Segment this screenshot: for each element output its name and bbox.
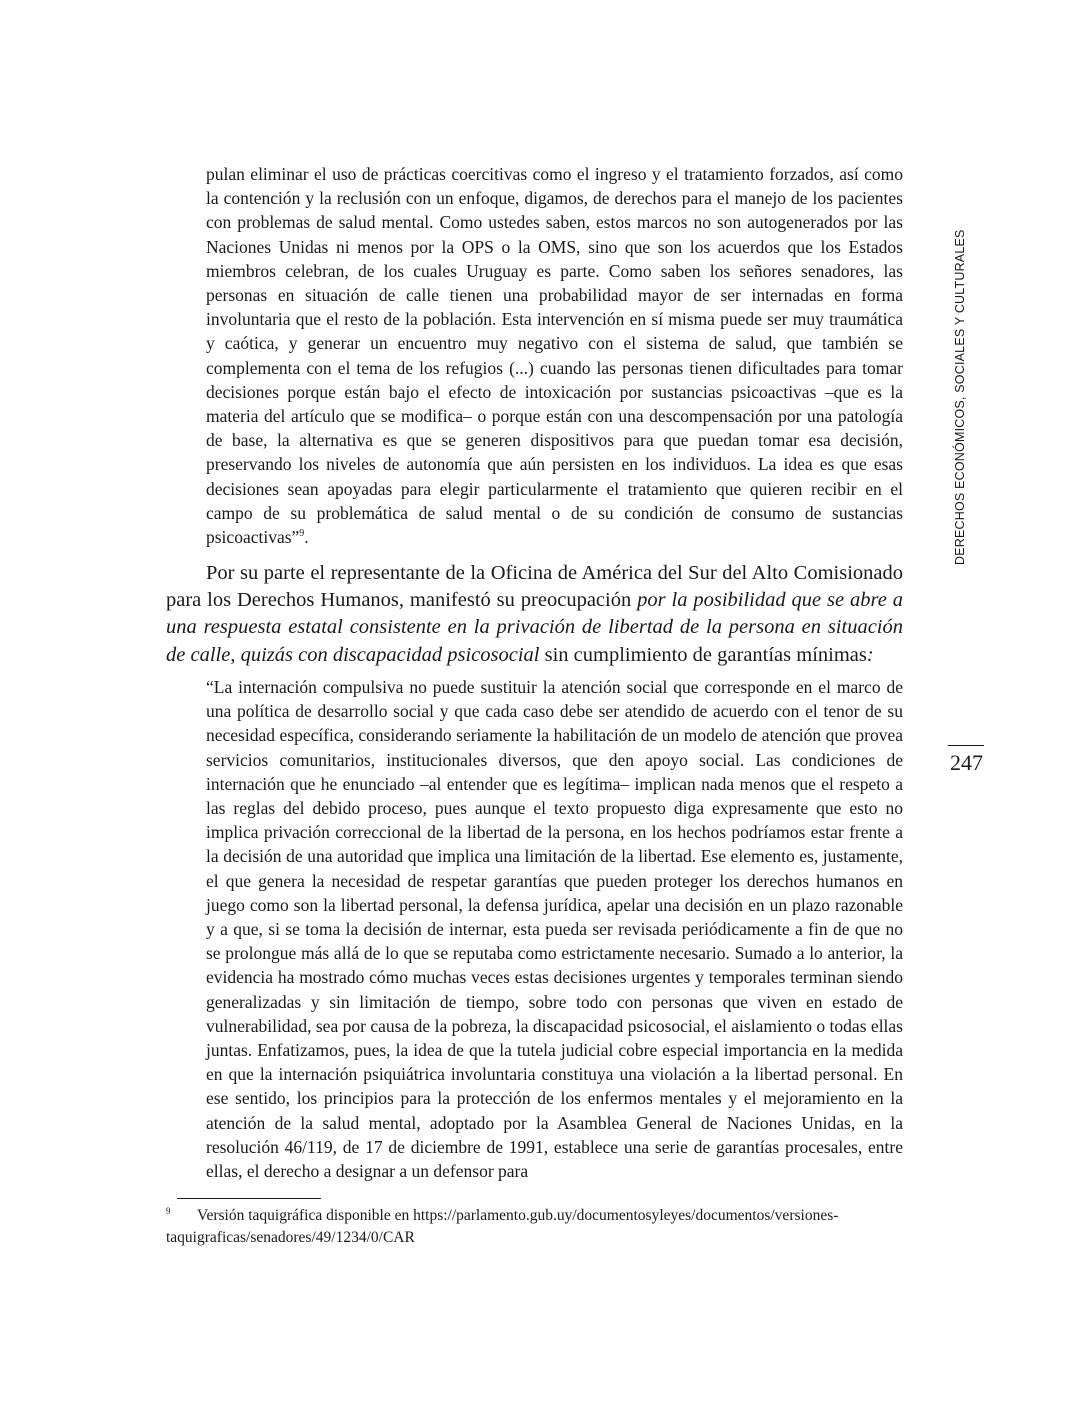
block-quote-high-commissioner	[206, 675, 903, 1183]
quote-end-punctuation: .	[304, 527, 309, 548]
quote-text: pulan eliminar el uso de prácticas coercitivas como el ingreso y el tratamiento forzados, así como la contención y la reclusión con un enfoque, digamos, de derechos para el manejo de los pacientes con problemas de salud mental. Como ustedes saben, estos marcos no son autogenerados por las Naciones Unidas ni menos por la OPS o la OMS, sino que son los acuerdos que los Estados miembros celebran, de los cuales Uruguay es parte. Como saben los señores senadores, las personas en situación de calle tienen una probabilidad mayor de ser internadas en forma involuntaria que el resto de la población. Esta intervención en sí misma puede ser muy traumática y caótica, y generar un encuentro muy negativo con el sistema de salud, que también se complementa con el tema de los refugios (...) cuando las personas tienen dificultades para tomar decisiones porque están bajo el efecto de intoxicación por sustancias psicoactivas –que es la materia del artículo que se modifica– o porque están con una descompensación por una patología de base, la alternativa es que se generen dispositivos para que puedan tomar esa decisión, preservando los niveles de autonomía que aún persisten en los individuos. La idea es que esas decisiones sean apoyadas para elegir particularmente el tratamiento que quieren recibir en el campo de su problemática de salud mental o de su condición de consumo de sustancias psicoactivas”	[206, 164, 903, 548]
footnote-reference[interactable]: 9	[299, 528, 305, 540]
page-number: 247	[950, 750, 983, 775]
footnote-separator	[177, 1198, 321, 1199]
quote-paragraph: “La internación compulsiva no puede sustituir la atención social que corresponde en el marco de una política de desarrollo social y que cada caso debe ser atendido de acuerdo con el tenor de su necesidad específica, considerando seriamente la habilitación de un modelo de atención que provea servicios comunitarios, institucionales diversos, que den apoyo social. Las condiciones de internación que he enunciado –al entender que es legítima– implican nada menos que el respeto a las reglas del debido proceso, pues aunque el texto propuesto diga expresamente que esto no implica privación correccional de la libertad de la persona, en los hechos podríamos estar frente a la decisión de una autoridad que implica una limitación de la libertad. Ese elemento es, justamente, el que genera la necesidad de respetar garantías que pueden proteger los derechos humanos en juego como son la libertad personal, la defensa jurídica, apelar una decisión en un plazo razonable y a que, si se toma la decisión de internar, esta pueda ser revisada periódicamente a fin de que no se prolongue más allá de lo que se reputaba como estrictamente necesario. Sumado a lo anterior, la evidencia ha mostrado cómo muchas veces estas decisiones urgentes y temporales terminan siendo generalizadas y sin limitación de tiempo, sobre todo con personas que viven en estado de vulnerabilidad, sea por causa de la pobreza, la discapacidad psicosocial, el aislamiento o todas ellas juntas. Enfatizamos, pues, la idea de que la tutela judicial cobre especial importancia en la medida en que la internación psiquiátrica involuntaria constituya una violación a la libertad personal. En ese sentido, los principios para la protección de los enfermos mentales y el mejoramiento en la atención de la salud mental, adoptado por la Asamblea General de Naciones Unidas, en la resolución 46/119, de 17 de diciembre de 1991, establece una serie de garantías procesales, entre ellas, el derecho a designar a un defensor para	[206, 677, 903, 1182]
running-header: DERECHOS ECONÓMICOS, SOCIALES Y CULTURALES	[953, 229, 967, 565]
quote-paragraph	[206, 162, 903, 549]
block-quote-senate-testimony	[206, 162, 903, 549]
page-number-rule	[948, 745, 984, 746]
body-outro-text: sin cumplimiento de garantías mínimas	[539, 643, 867, 666]
footnote: 9 Versión taquigráfica disponible en https://parlamento.gub.uy/documentosyleyes/documentos/versiones-taquigraficas/senadores/49/1234/0/CAR	[166, 1205, 839, 1246]
footnote-text[interactable]: Versión taquigráfica disponible en https://parlamento.gub.uy/documentosyleyes/documentos/versiones-taquigraficas/senadores/49/1234/0/CAR	[166, 1207, 839, 1246]
body-intro-text: Por su parte el representante de la Oficina de América del Sur del Alto Comisionado para los Derechos Humanos, manifestó su preocupación	[166, 562, 903, 612]
body-colon: :	[866, 643, 874, 666]
body-paragraph	[166, 560, 903, 669]
body-italic-text: por la posibilidad que se abre a una respuesta estatal consistente en la privación de libertad de la persona en situación de calle, quizás con discapacidad psicosocial	[166, 589, 903, 666]
